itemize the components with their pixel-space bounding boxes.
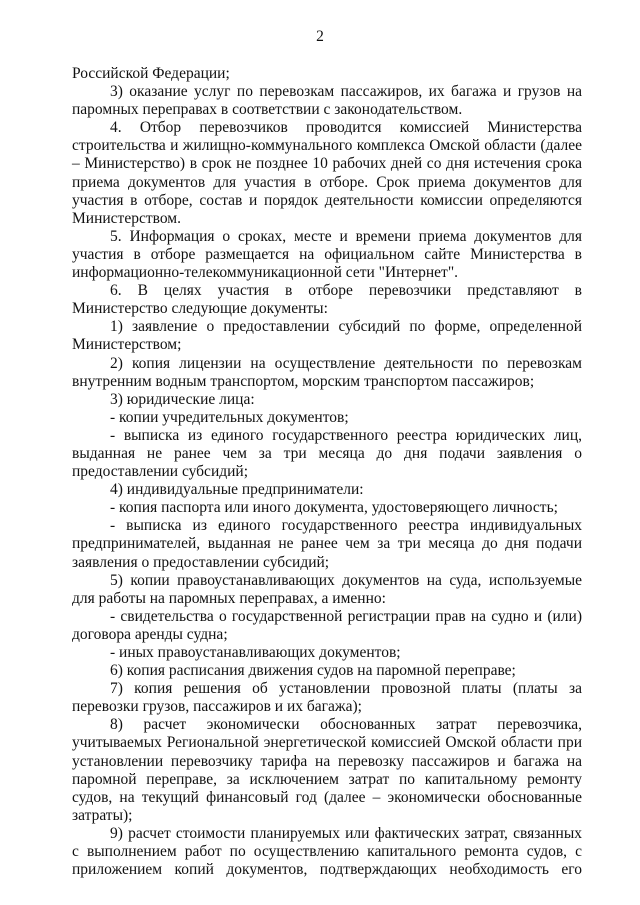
list-item-7-fare-decision: 7) копия решения об установлении провозной платы (платы за перевозки грузов, пассажиров и их багажа); — [72, 680, 582, 716]
paragraph-4-selection: 4. Отбор перевозчиков проводится комиссией Министерства строительства и жилищно-коммунального комплекса Омской области (далее – Министерство) в срок не позднее 10 рабочих дней со дня истечения срока приема документов для участия в отборе. Срок приема документов для участия в отборе, состав и порядок деятельности комиссии определяются Министерством. — [72, 119, 582, 227]
sub-item-legal-registry-extract: - выписка из единого государственного реестра юридических лиц, выданная не ранее чем за три месяца до дня подачи заявления о предоставлении субсидий; — [72, 426, 582, 481]
list-item-4-entrepreneurs: 4) индивидуальные предприниматели: — [110, 481, 364, 499]
sub-item-registration-certificates: - свидетельства о государственной регистрации прав на судно и (или) договора аренды судна; — [72, 607, 582, 643]
paragraph-continuation: Российской Федерации; — [72, 65, 230, 82]
list-item-6-schedule: 6) копия расписания движения судов на паромной переправе; — [110, 662, 516, 680]
sub-item-other-documents: - иных правоустанавливающих документов; — [110, 644, 401, 661]
page-number: 2 — [316, 28, 324, 45]
list-item-3-legal-entities: 3) юридические лица: — [110, 390, 255, 408]
list-item-2-license: 2) копия лицензии на осуществление деятельности по перевозкам внутренним водным транспортом, морским транспортом пассажиров; — [72, 354, 582, 390]
list-item-1-application: 1) заявление о предоставлении субсидий по форме, определенной Министерством; — [72, 318, 582, 354]
paragraph-item-3-services: 3) оказание услуг по перевозкам пассажиров, их багажа и грузов на паромных переправах в соответствии с законодательством. — [72, 83, 582, 119]
sub-item-passport-copy: - копия паспорта или иного документа, удостоверяющего личность; — [110, 499, 558, 517]
list-item-5-vessel-documents: 5) копии правоустанавливающих документов на суда, используемые для работы на паромных переправах, а именно: — [72, 571, 582, 607]
list-item-9-repair-costs: 9) расчет стоимости планируемых или фактических затрат, связанных с выполнением работ по осуществлению капитального ремонта судов, с приложением копий документов, подтверждающих необходимость его — [72, 824, 582, 879]
paragraph-5-information: 5. Информация о сроках, месте и времени приема документов для участия в отборе размещается на официальном сайте Министерства в информационно-телекоммуникационной сети "Интернет". — [72, 227, 582, 282]
document-body — [72, 65, 582, 879]
sub-item-founding-documents: - копии учредительных документов; — [110, 408, 349, 426]
list-item-8-cost-calculation: 8) расчет экономически обоснованных затрат перевозчика, учитываемых Региональной энергетической комиссией Омской области при установлении перевозчику тарифа на перевозку пассажиров и багажа на паромной переправе, за исключением затрат по капитальному ремонту судов, на текущий финансовый год (далее – экономически обоснованные затраты); — [72, 716, 582, 824]
paragraph-6-documents: 6. В целях участия в отборе перевозчики представляют в Министерство следующие документы: — [72, 282, 582, 318]
sub-item-entrepreneur-registry-extract: - выписка из единого государственного реестра индивидуальных предпринимателей, выданная не ранее чем за три месяца до дня подачи заявления о предоставлении субсидий; — [72, 517, 582, 571]
